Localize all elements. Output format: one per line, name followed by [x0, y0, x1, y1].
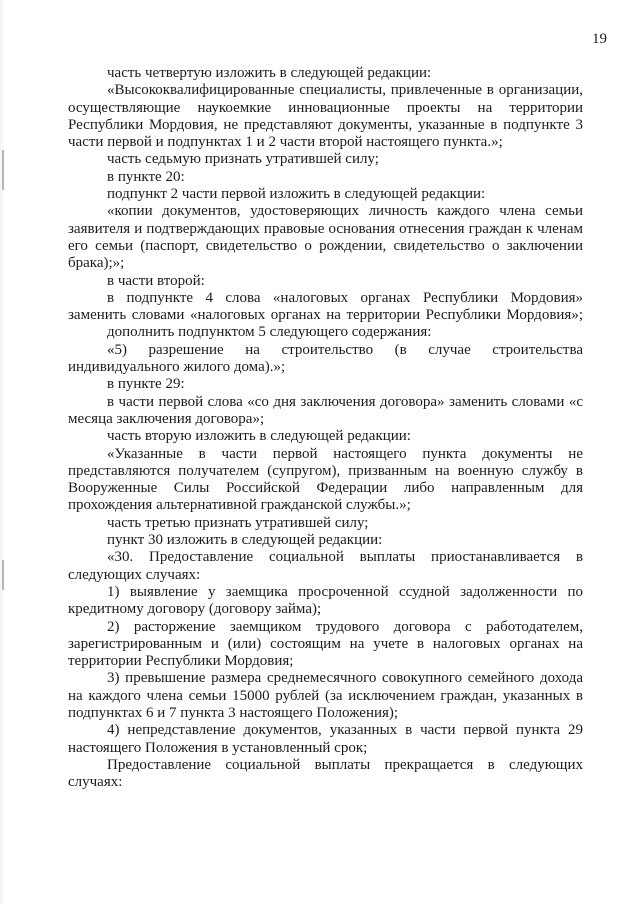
paragraph: «Указанные в части первой настоящего пункта документы не представляются получателем (супругом), призванным на военную службу в Вооруженные Силы Российской Федерации либо направленным для прохождения альтернативной гражданской службы.»; — [68, 445, 583, 514]
paragraph: дополнить подпунктом 5 следующего содержания: — [107, 324, 432, 341]
paragraph: 1) выявление у заемщика просроченной ссудной задолженности по кредитному договору (договору займа); — [68, 583, 583, 618]
paragraph: в пункте 29: — [107, 376, 185, 393]
paragraph: подпункт 2 части первой изложить в следующей редакции: — [107, 186, 486, 203]
paragraph: часть третью признать утратившей силу; — [107, 514, 369, 531]
paragraph: 2) расторжение заемщиком трудового договора с работодателем, зарегистрированным и (или) состоящим на учете в налоговых органах на территории Республики Мордовия; — [68, 618, 583, 670]
scan-edge-mark — [2, 560, 4, 590]
paragraph: «5) разрешение на строительство (в случае строительства индивидуального жилого дома).»; — [68, 341, 583, 376]
paragraph: часть вторую изложить в следующей редакции: — [107, 428, 411, 445]
paragraph: «Высококвалифицированные специалисты, привлеченные в организации, осуществляющие наукоемкие инновационные проекты на территории Республики Мордовия, не представляют документы, указанные в подпункте 3 части первой и подпунктах 1 и 2 части второй настоящего пункта.»; — [68, 82, 583, 151]
paragraph: «копии документов, удостоверяющих личность каждого члена семьи заявителя и подтверждающих правовые основания отнесения граждан к членам его семьи (паспорт, свидетельство о рождении, свидетельство о заключении брака);»; — [68, 203, 583, 272]
document-body — [68, 65, 583, 791]
scan-edge-mark — [2, 150, 4, 190]
paragraph: пункт 30 изложить в следующей редакции: — [107, 532, 383, 549]
paragraph: в части второй: — [107, 272, 205, 289]
paragraph: 4) непредставление документов, указанных в части первой пункта 29 настоящего Положения в установленный срок; — [68, 722, 583, 756]
paragraph: часть четвертую изложить в следующей редакции: — [107, 65, 432, 81]
page-number: 19 — [592, 31, 607, 47]
paragraph: в части первой слова «со дня заключения договора» заменить словами «с месяца заключения договора»; — [68, 393, 583, 427]
paragraph: часть седьмую признать утратившей силу; — [107, 151, 379, 168]
paragraph: в подпункте 4 слова «налоговых органах Республики Мордовия» заменить словами «налоговых органах на территории Республики Мордовия»; — [68, 289, 583, 324]
paragraph: Предоставление социальной выплаты прекращается в следующих случаях: — [68, 756, 583, 791]
paragraph: «30. Предоставление социальной выплаты приостанавливается в следующих случаях: — [68, 549, 583, 583]
paragraph: 3) превышение размера среднемесячного совокупного семейного дохода на каждого члена семьи 15000 рублей (за исключением граждан, указанных в подпунктах 6 и 7 пункта 3 настоящего Положения); — [68, 670, 583, 721]
paragraph: в пункте 20: — [107, 168, 185, 185]
